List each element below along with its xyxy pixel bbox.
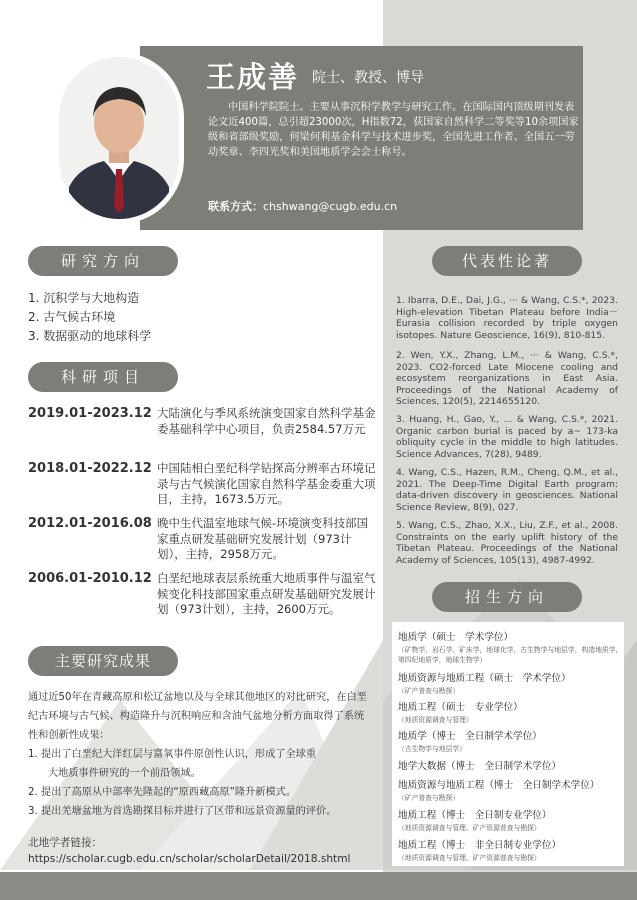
project-desc: 白垩纪地球表层系统重大地质事件与温室气候变化科技部国家重点研发基础研究发展计划（973计划），主持，2600万元。 (157, 571, 376, 616)
project-desc: 晚中生代温室地球气候-环境演变科技部国家重点研发基础研究发展计划（973计划），主持，2958万元。 (157, 516, 369, 561)
publication-item: 4. Wang, C.S., Hazen, R.M., Cheng, Q.M., et al., 2021. The Deep-Time Digital Earth program: data-driven discovery in geosciences. National Science Review, 8(9), 027. (396, 467, 618, 513)
recruitment-detail: （地质资源调查与管理） (398, 716, 473, 724)
scholar-link (28, 835, 373, 867)
project-desc: 中国陆相白垩纪科学钻探高分辨率古环境记录与古气候演化国家自然科学基金委重大项目，主持，1673.5万元。 (157, 461, 376, 506)
section-research-projects: 科研项目 (28, 362, 178, 392)
recruitment-item (398, 777, 624, 802)
recruitment-item (398, 728, 624, 753)
publication-item: 1. Ibarra, D.E., Dai, J.G., ··· & Wang, C.S.*, 2023. High-elevation Tibetan Plateau before India－Eurasia collision recorded by triple oxygen isotopes. Nature Geoscience, 16(9), 810-815. (396, 295, 618, 341)
recruitment-detail: （地质资源调查与管理、矿产资源普查与勘探） (398, 824, 541, 832)
person-title: 院士、教授、博导 (312, 70, 424, 86)
project-date: 2012.01-2016.08 (28, 516, 152, 531)
recruitment-detail: （古生物学与地层学） (398, 745, 466, 753)
list-item: 1. 沉积学与大地构造 (28, 291, 140, 305)
section-publications: 代表性论著 (432, 246, 582, 276)
recruitment-program: 地学大数据（博士 全日制学术学位） (398, 761, 562, 772)
recruitment-program: 地质工程（博士 非全日制专业学位） (398, 840, 562, 851)
publication-item: 2. Wen, Y.X., Zhang, L.M., ··· & Wang, C.S.*, 2023. CO2-forced Late Miocene cooling and ecosystem reorganizations in East Asia. Proceedings of the National Academy of Sciences, 120(5), 2214655120. (396, 350, 618, 408)
achievement-item: 1. 提出了白垩纪大洋红层与富氧事件原创性认识，形成了全球重 (28, 749, 317, 760)
scholar-link-url[interactable]: https://scholar.cugb.edu.cn/scholar/scholarDetail/2018.shtml (28, 853, 351, 865)
contact-info (208, 198, 397, 214)
section-research-direction: 研究方向 (28, 246, 178, 276)
recruitment-detail: （矿产普查与勘探） (398, 687, 460, 695)
list-item: 3. 数据驱动的地球科学 (28, 329, 152, 343)
list-item: 2. 古气候古环境 (28, 310, 116, 324)
recruitment-item (398, 758, 624, 772)
project-desc: 大陆演化与季风系统演变国家自然科学基金委基础科学中心项目，负责2584.57万元 (157, 406, 376, 436)
contact-email[interactable]: chshwang@cugb.edu.cn (263, 200, 398, 213)
person-name: 王成善 (206, 60, 300, 94)
section-recruitment: 招生方向 (432, 582, 582, 612)
recruitment-program: 地质学（硕士 学术学位） (398, 632, 514, 643)
achievements-text (28, 688, 373, 821)
avatar (54, 52, 184, 224)
recruitment-program: 地质工程（硕士 专业学位） (398, 702, 523, 713)
publication-item: 3. Huang, H., Gao, Y., ... & Wang, C.S.*, 2021. Organic carbon burial is paced by a~ 173-ka obliquity cycle in the middle to high latitudes. Science Advances, 7(28), 9489. (396, 414, 618, 460)
project-date: 2018.01-2022.12 (28, 461, 152, 476)
recruitment-item (398, 837, 624, 862)
person-bio: 中国科学院院士。主要从事沉积学教学与研究工作。在国际国内顶级期刊发表论文近400篇，总引超23000次，H指数72，获国家自然科学二等奖等10余项国家级和省部级奖励，何梁何利基金科学与技术进步奖，全国先进工作者、全国五一劳动奖章、李四光奖和美国地质学会会士称号。 (208, 102, 579, 158)
recruitment-detail: （地质资源调查与管理、矿产资源普查与勘探） (398, 854, 541, 862)
section-main-achievements: 主要研究成果 (28, 646, 178, 676)
recruitment-program: 地质学（博士 全日制学术学位） (398, 731, 542, 742)
project-date: 2006.01-2010.12 (28, 571, 152, 586)
scholar-link-label: 北地学者链接： (28, 837, 103, 849)
recruitment-item (398, 699, 624, 724)
publication-item: 5. Wang, C.S., Zhao, X.X., Liu, Z.F., et al., 2008. Constraints on the early uplift history of the Tibetan Plateau. Proceedings of the National Academy of Sciences, 105(13), 4987-4992. (396, 520, 618, 566)
recruitment-item (398, 629, 624, 664)
contact-label: 联系方式： (208, 200, 263, 213)
achievement-item: 3. 提出羌塘盆地为首选勘探目标并进行了区带和远景资源量的评价。 (28, 806, 337, 817)
recruitment-program: 地质资源与地质工程（硕士 学术学位） (398, 673, 571, 684)
footer-bar (0, 872, 637, 900)
achievements-intro: 通过近50年在青藏高原和松辽盆地以及与全球其他地区的对比研究，在白垩纪古环境与古气候、构造隆升与沉积响应和含油气盆地分析方面取得了系统性和创新性成果： (28, 692, 367, 741)
recruitment-program: 地质资源与地质工程（博士 全日制学术学位） (398, 780, 600, 791)
achievement-item: 大地质事件研究的一个前沿领域。 (48, 768, 201, 779)
recruitment-program: 地质工程（博士 全日制专业学位） (398, 810, 552, 821)
project-date: 2019.01-2023.12 (28, 406, 152, 421)
recruitment-item (398, 670, 624, 695)
recruitment-detail: （矿物学、岩石学、矿床学，地球化学，古生物学与地层学，构造地质学，第四纪地质学，地球生物学） (398, 646, 623, 664)
recruitment-item (398, 807, 624, 832)
recruitment-detail: （矿产普查与勘探） (398, 794, 460, 802)
achievement-item: 2. 提出了高原从中部率先隆起的“原西藏高原”隆升新模式。 (28, 787, 297, 798)
research-direction-list (28, 289, 151, 346)
